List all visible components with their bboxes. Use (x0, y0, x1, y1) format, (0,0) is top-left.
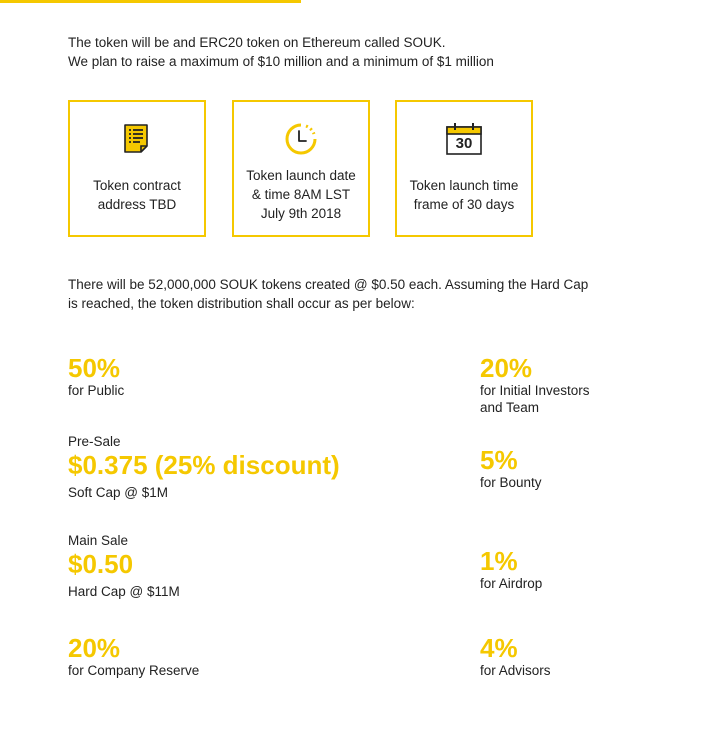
investors-label-line-1: for Initial Investors (480, 383, 590, 398)
airdrop-percent: 1% (480, 546, 518, 576)
investors-percent: 20% (480, 353, 533, 383)
intro-line-2: We plan to raise a maximum of $10 million and a minimum of $1 million (68, 54, 494, 69)
reserve-label: for Company Reserve (68, 663, 200, 678)
public-label: for Public (68, 383, 125, 398)
card-launch-timeframe (395, 100, 533, 237)
reserve-allocation (68, 634, 199, 679)
card-1-line-2: address TBD (97, 197, 177, 212)
mainsale-cap: Hard Cap @ $11M (68, 584, 180, 599)
document-list-icon (122, 122, 152, 154)
intro-text (68, 33, 494, 71)
card-2-line-1: Token launch date (246, 168, 356, 183)
clock-icon (284, 122, 318, 156)
airdrop-allocation (480, 547, 542, 592)
reserve-percent: 20% (68, 633, 121, 663)
card-2-line-2: & time 8AM LST (251, 187, 351, 202)
bounty-allocation (480, 446, 542, 491)
bounty-label: for Bounty (480, 475, 542, 490)
presale-price: $0.375 (25% discount) (68, 450, 340, 480)
presale-heading: Pre-Sale (68, 434, 121, 449)
airdrop-label: for Airdrop (480, 576, 543, 591)
calendar-number: 30 (455, 135, 473, 152)
mainsale-price: $0.50 (68, 549, 134, 579)
distribution-line-2: is reached, the token distribution shall occur as per below: (68, 296, 415, 311)
presale-cap: Soft Cap @ $1M (68, 485, 168, 500)
public-percent: 50% (68, 353, 121, 383)
presale-block (68, 433, 340, 501)
card-3-line-1: Token launch time (409, 178, 519, 193)
advisors-percent: 4% (480, 633, 518, 663)
top-accent-bar (0, 0, 301, 3)
investors-label-line-2: and Team (480, 400, 540, 415)
intro-line-1: The token will be and ERC20 token on Ethereum called SOUK. (68, 35, 446, 50)
card-launch-date (232, 100, 370, 237)
card-token-contract (68, 100, 206, 237)
mainsale-heading: Main Sale (68, 533, 129, 548)
investors-allocation (480, 354, 590, 416)
card-3-line-2: frame of 30 days (413, 197, 515, 212)
bounty-percent: 5% (480, 445, 518, 475)
advisors-allocation (480, 634, 551, 679)
advisors-label: for Advisors (480, 663, 551, 678)
calendar-icon (445, 120, 483, 156)
distribution-paragraph (68, 275, 628, 313)
card-1-line-1: Token contract (93, 178, 181, 193)
mainsale-block (68, 532, 180, 600)
distribution-line-1: There will be 52,000,000 SOUK tokens created @ $0.50 each. Assuming the Hard Cap (68, 277, 589, 292)
card-2-line-3: July 9th 2018 (260, 206, 342, 221)
public-allocation (68, 354, 124, 399)
